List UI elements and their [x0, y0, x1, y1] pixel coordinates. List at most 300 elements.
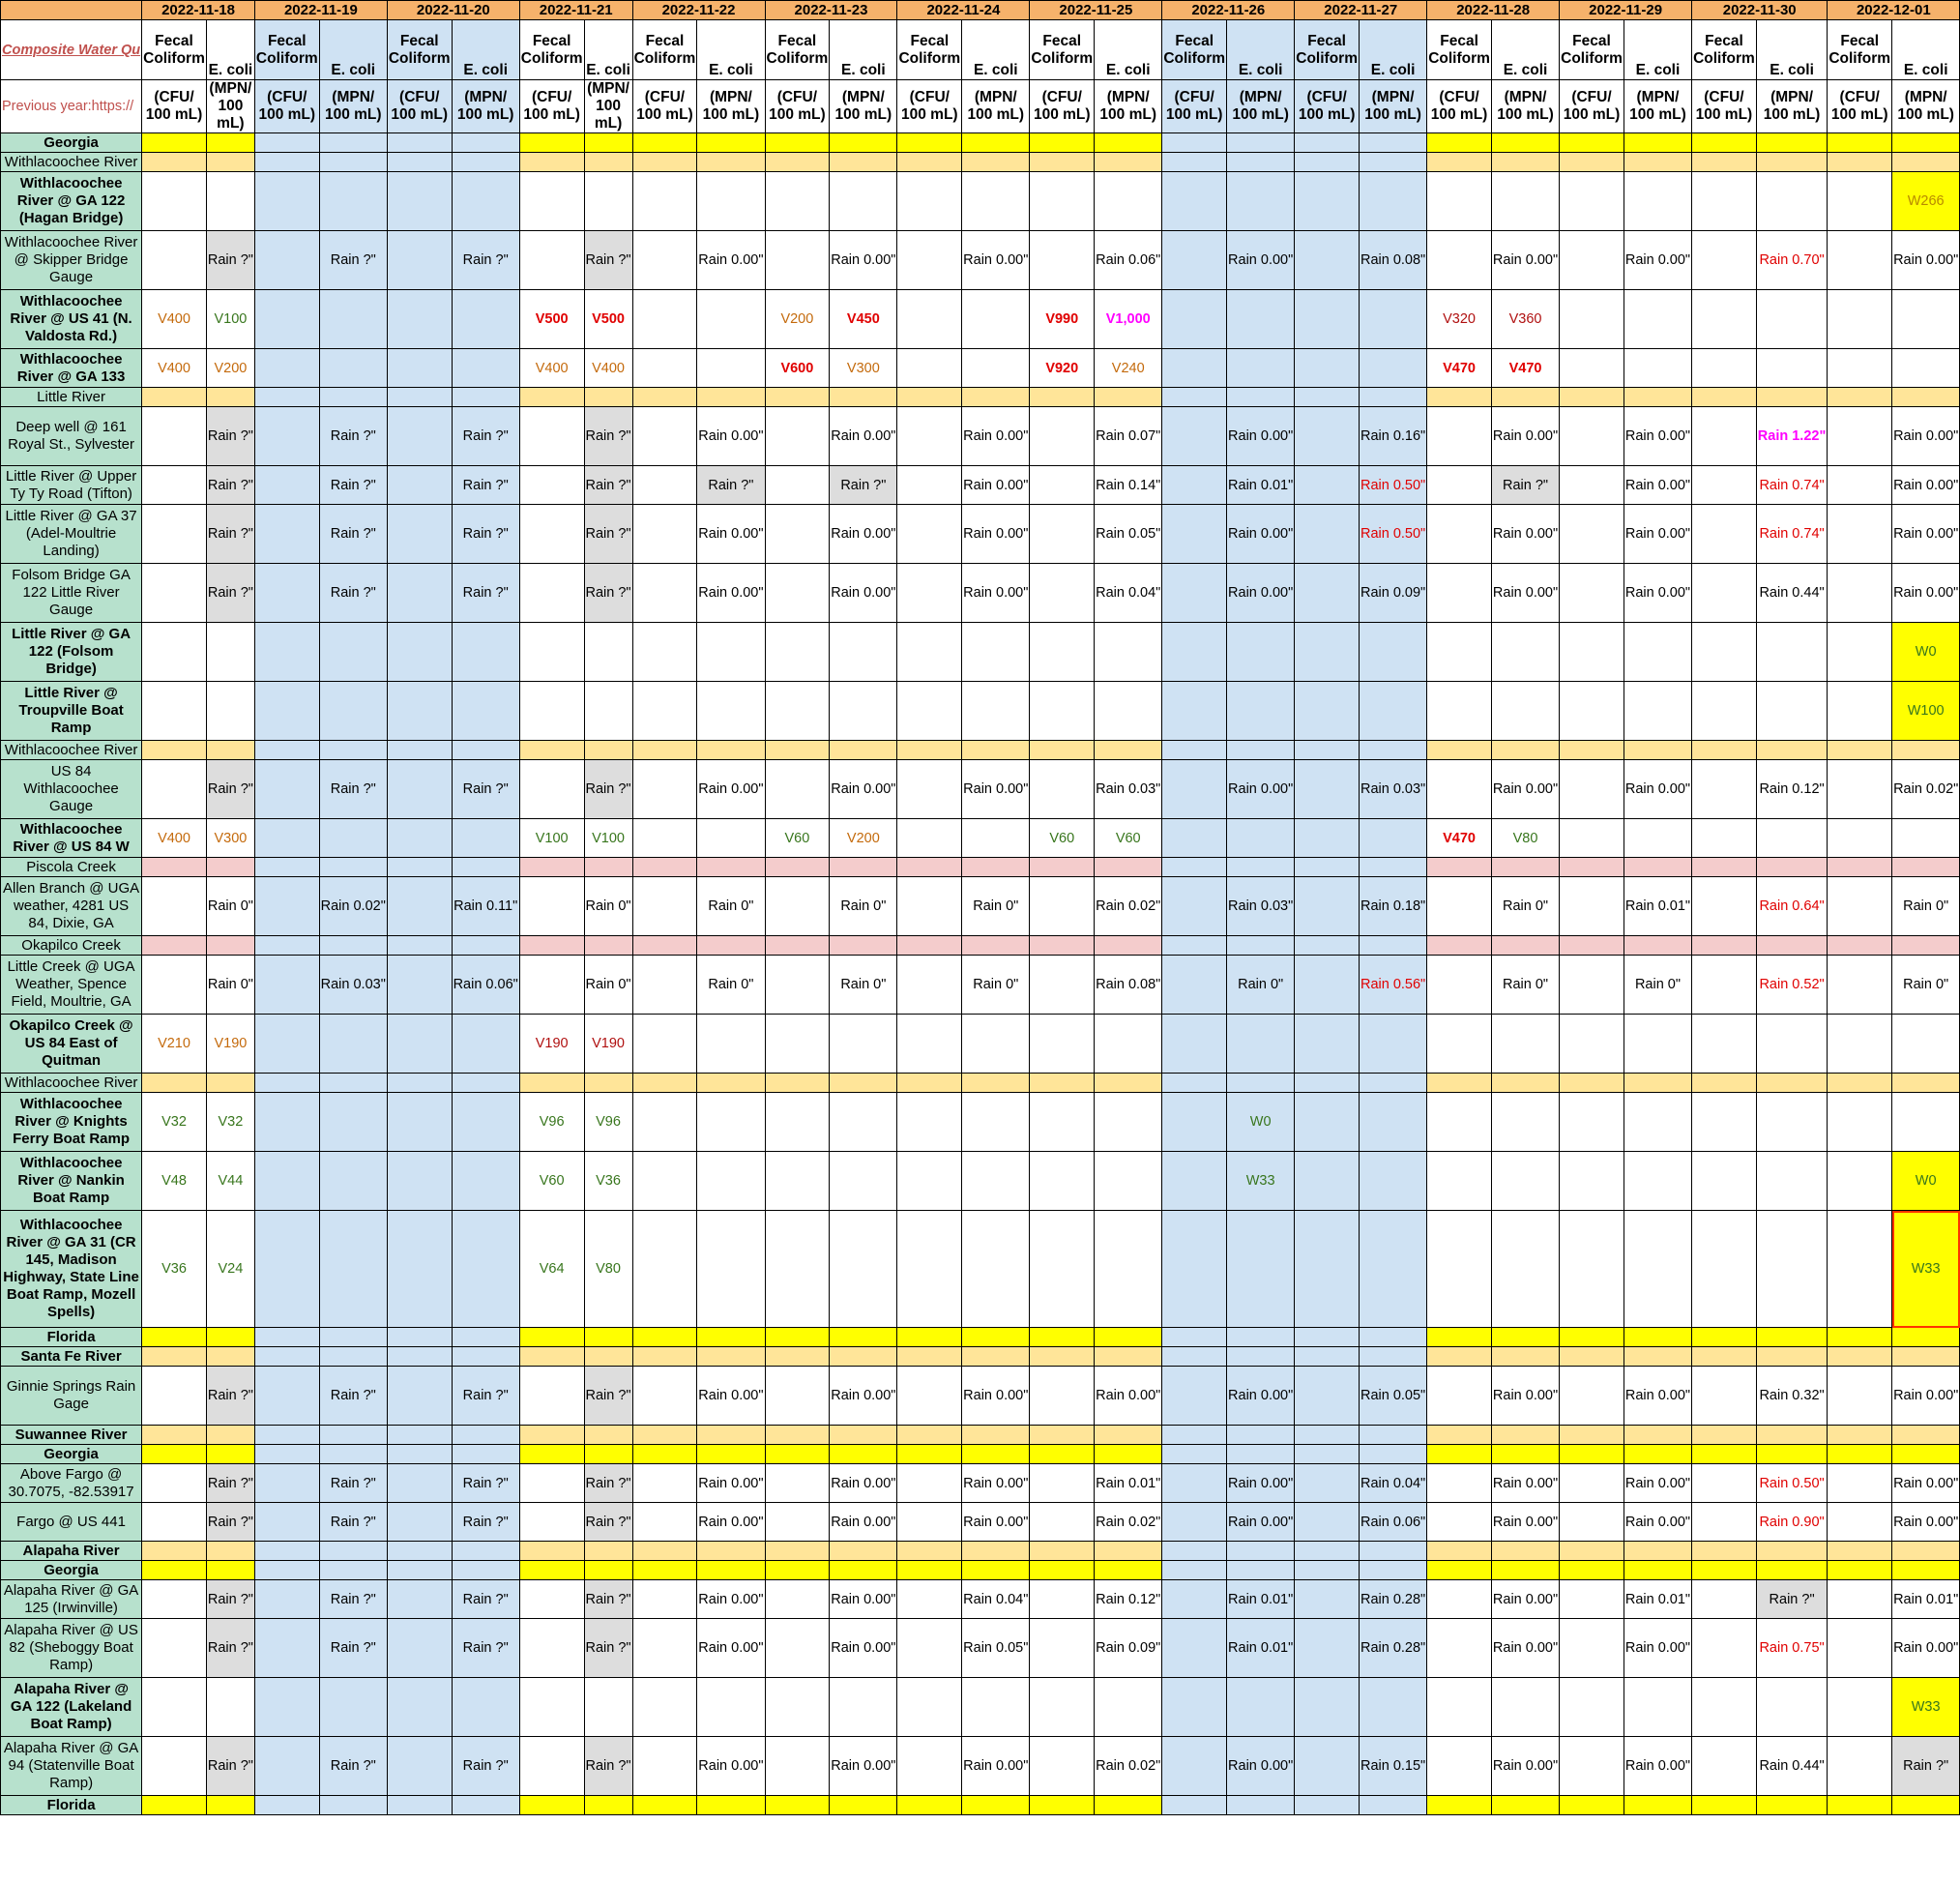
- data-cell[interactable]: [1295, 1015, 1360, 1074]
- data-cell[interactable]: [1756, 231, 1828, 290]
- data-cell[interactable]: [830, 1093, 897, 1152]
- data-cell[interactable]: [206, 1503, 254, 1542]
- band-cell[interactable]: [962, 1074, 1030, 1093]
- band-cell[interactable]: [1560, 153, 1624, 172]
- fecal-coliform-header[interactable]: [1560, 20, 1624, 80]
- band-cell[interactable]: [1756, 858, 1828, 877]
- data-cell[interactable]: [830, 1464, 897, 1503]
- ecoli-header[interactable]: [452, 20, 519, 80]
- band-cell[interactable]: [765, 1074, 830, 1093]
- data-cell[interactable]: [1030, 1580, 1095, 1619]
- fecal-coliform-header[interactable]: [519, 20, 584, 80]
- data-cell[interactable]: [765, 505, 830, 564]
- band-cell[interactable]: [1427, 858, 1492, 877]
- data-cell[interactable]: [765, 290, 830, 349]
- data-cell[interactable]: [1162, 1503, 1227, 1542]
- data-cell[interactable]: [830, 407, 897, 466]
- band-cell[interactable]: [1756, 741, 1828, 760]
- band-cell[interactable]: [697, 858, 765, 877]
- data-cell[interactable]: [830, 564, 897, 623]
- data-cell[interactable]: [632, 505, 697, 564]
- data-cell[interactable]: [387, 1503, 452, 1542]
- band-label[interactable]: [1, 1347, 142, 1367]
- band-cell[interactable]: [1095, 1445, 1162, 1464]
- data-cell[interactable]: [1624, 1464, 1691, 1503]
- data-cell[interactable]: [1491, 1152, 1559, 1211]
- data-cell[interactable]: [1756, 1619, 1828, 1678]
- data-cell[interactable]: [1427, 564, 1492, 623]
- band-cell[interactable]: [1828, 1796, 1892, 1815]
- data-cell[interactable]: [1491, 505, 1559, 564]
- band-cell[interactable]: [1295, 133, 1360, 153]
- data-cell[interactable]: [1560, 1580, 1624, 1619]
- data-cell[interactable]: [254, 407, 319, 466]
- data-cell[interactable]: [1692, 623, 1757, 682]
- band-cell[interactable]: [452, 1074, 519, 1093]
- data-cell[interactable]: [1624, 349, 1691, 388]
- data-cell[interactable]: [1162, 1678, 1227, 1737]
- data-cell[interactable]: [206, 1015, 254, 1074]
- data-cell[interactable]: [1756, 682, 1828, 741]
- site-name-cell[interactable]: [1, 1580, 142, 1619]
- band-cell[interactable]: [1560, 1561, 1624, 1580]
- data-cell[interactable]: [584, 1152, 632, 1211]
- data-cell[interactable]: [1227, 1015, 1295, 1074]
- data-cell[interactable]: [1162, 1580, 1227, 1619]
- data-cell[interactable]: [632, 956, 697, 1015]
- data-cell[interactable]: [697, 407, 765, 466]
- data-cell[interactable]: [1892, 877, 1960, 936]
- data-cell[interactable]: [1491, 1093, 1559, 1152]
- data-cell[interactable]: [897, 1015, 962, 1074]
- data-cell[interactable]: [765, 1464, 830, 1503]
- cfu-unit-header[interactable]: [1692, 80, 1757, 133]
- data-cell[interactable]: [962, 1737, 1030, 1796]
- data-cell[interactable]: [142, 1580, 207, 1619]
- band-cell[interactable]: [319, 1426, 387, 1445]
- data-cell[interactable]: [519, 1211, 584, 1328]
- data-cell[interactable]: [632, 407, 697, 466]
- band-cell[interactable]: [254, 153, 319, 172]
- data-cell[interactable]: [519, 623, 584, 682]
- data-cell[interactable]: [1624, 877, 1691, 936]
- fecal-coliform-header[interactable]: [1030, 20, 1095, 80]
- band-cell[interactable]: [319, 1796, 387, 1815]
- data-cell[interactable]: [1095, 1152, 1162, 1211]
- data-cell[interactable]: [697, 1015, 765, 1074]
- band-label[interactable]: [1, 153, 142, 172]
- data-cell[interactable]: [1692, 1619, 1757, 1678]
- band-cell[interactable]: [452, 1426, 519, 1445]
- band-cell[interactable]: [1756, 133, 1828, 153]
- data-cell[interactable]: [830, 760, 897, 819]
- data-cell[interactable]: [584, 1503, 632, 1542]
- data-cell[interactable]: [1560, 349, 1624, 388]
- data-cell[interactable]: [1692, 1464, 1757, 1503]
- site-name-cell[interactable]: [1, 760, 142, 819]
- data-cell[interactable]: [1560, 1152, 1624, 1211]
- band-cell[interactable]: [1227, 388, 1295, 407]
- data-cell[interactable]: [142, 1152, 207, 1211]
- band-cell[interactable]: [519, 741, 584, 760]
- data-cell[interactable]: [962, 231, 1030, 290]
- data-cell[interactable]: [1095, 1367, 1162, 1426]
- data-cell[interactable]: [1030, 172, 1095, 231]
- data-cell[interactable]: [962, 877, 1030, 936]
- band-cell[interactable]: [1162, 1561, 1227, 1580]
- band-cell[interactable]: [206, 1347, 254, 1367]
- band-cell[interactable]: [1427, 1074, 1492, 1093]
- band-cell[interactable]: [765, 1445, 830, 1464]
- band-cell[interactable]: [1692, 936, 1757, 956]
- band-cell[interactable]: [1359, 153, 1426, 172]
- data-cell[interactable]: [387, 1580, 452, 1619]
- data-cell[interactable]: [1227, 1093, 1295, 1152]
- band-cell[interactable]: [1560, 1074, 1624, 1093]
- band-cell[interactable]: [897, 1445, 962, 1464]
- data-cell[interactable]: [697, 1503, 765, 1542]
- band-cell[interactable]: [1624, 1347, 1691, 1367]
- data-cell[interactable]: [1030, 505, 1095, 564]
- ecoli-header[interactable]: [1095, 20, 1162, 80]
- data-cell[interactable]: [830, 1152, 897, 1211]
- data-cell[interactable]: [1162, 1619, 1227, 1678]
- data-cell[interactable]: [1095, 172, 1162, 231]
- data-cell[interactable]: [1030, 1737, 1095, 1796]
- data-cell[interactable]: [632, 682, 697, 741]
- data-cell[interactable]: [1162, 466, 1227, 505]
- band-cell[interactable]: [387, 1328, 452, 1347]
- cfu-unit-header[interactable]: [765, 80, 830, 133]
- band-cell[interactable]: [319, 1542, 387, 1561]
- band-cell[interactable]: [830, 741, 897, 760]
- band-cell[interactable]: [1756, 1328, 1828, 1347]
- data-cell[interactable]: [1756, 1093, 1828, 1152]
- band-cell[interactable]: [765, 936, 830, 956]
- data-cell[interactable]: [254, 349, 319, 388]
- data-cell[interactable]: [697, 760, 765, 819]
- data-cell[interactable]: [584, 407, 632, 466]
- data-cell[interactable]: [1227, 819, 1295, 858]
- band-cell[interactable]: [1560, 1347, 1624, 1367]
- band-cell[interactable]: [1560, 858, 1624, 877]
- data-cell[interactable]: [632, 1211, 697, 1328]
- data-cell[interactable]: [1624, 1152, 1691, 1211]
- band-cell[interactable]: [1491, 388, 1559, 407]
- data-cell[interactable]: [1295, 956, 1360, 1015]
- data-cell[interactable]: [1828, 172, 1892, 231]
- band-cell[interactable]: [142, 858, 207, 877]
- band-cell[interactable]: [452, 858, 519, 877]
- band-cell[interactable]: [1227, 858, 1295, 877]
- band-cell[interactable]: [254, 388, 319, 407]
- band-cell[interactable]: [387, 388, 452, 407]
- band-cell[interactable]: [1756, 1796, 1828, 1815]
- data-cell[interactable]: [142, 760, 207, 819]
- band-cell[interactable]: [1359, 133, 1426, 153]
- data-cell[interactable]: [632, 564, 697, 623]
- data-cell[interactable]: [1095, 1580, 1162, 1619]
- band-cell[interactable]: [897, 388, 962, 407]
- band-cell[interactable]: [1491, 1347, 1559, 1367]
- data-cell[interactable]: [1491, 760, 1559, 819]
- data-cell[interactable]: [962, 172, 1030, 231]
- band-cell[interactable]: [519, 1561, 584, 1580]
- band-cell[interactable]: [632, 1347, 697, 1367]
- band-cell[interactable]: [206, 1561, 254, 1580]
- data-cell[interactable]: [1692, 172, 1757, 231]
- band-cell[interactable]: [584, 1796, 632, 1815]
- band-cell[interactable]: [319, 741, 387, 760]
- data-cell[interactable]: [1359, 1737, 1426, 1796]
- cfu-unit-header[interactable]: [632, 80, 697, 133]
- data-cell[interactable]: [830, 466, 897, 505]
- data-cell[interactable]: [584, 1464, 632, 1503]
- data-cell[interactable]: [1095, 819, 1162, 858]
- band-cell[interactable]: [1162, 1796, 1227, 1815]
- band-cell[interactable]: [387, 153, 452, 172]
- data-cell[interactable]: [1095, 1464, 1162, 1503]
- data-cell[interactable]: [962, 466, 1030, 505]
- cfu-unit-header[interactable]: [1030, 80, 1095, 133]
- data-cell[interactable]: [1624, 1678, 1691, 1737]
- band-cell[interactable]: [1162, 936, 1227, 956]
- band-cell[interactable]: [830, 153, 897, 172]
- data-cell[interactable]: [632, 1678, 697, 1737]
- date-header[interactable]: [254, 1, 387, 20]
- data-cell[interactable]: [1828, 623, 1892, 682]
- band-cell[interactable]: [1227, 153, 1295, 172]
- data-cell[interactable]: [387, 1619, 452, 1678]
- band-cell[interactable]: [584, 1426, 632, 1445]
- band-cell[interactable]: [765, 858, 830, 877]
- data-cell[interactable]: [1491, 1211, 1559, 1328]
- data-cell[interactable]: [962, 290, 1030, 349]
- data-cell[interactable]: [319, 466, 387, 505]
- band-cell[interactable]: [697, 1426, 765, 1445]
- band-cell[interactable]: [319, 1347, 387, 1367]
- band-cell[interactable]: [319, 858, 387, 877]
- data-cell[interactable]: [1427, 349, 1492, 388]
- data-cell[interactable]: [1828, 819, 1892, 858]
- data-cell[interactable]: [1892, 564, 1960, 623]
- data-cell[interactable]: [519, 1503, 584, 1542]
- data-cell[interactable]: [1095, 877, 1162, 936]
- data-cell[interactable]: [1030, 1093, 1095, 1152]
- data-cell[interactable]: [1359, 1211, 1426, 1328]
- data-cell[interactable]: [1227, 1580, 1295, 1619]
- data-cell[interactable]: [1427, 407, 1492, 466]
- data-cell[interactable]: [830, 819, 897, 858]
- data-cell[interactable]: [142, 1619, 207, 1678]
- data-cell[interactable]: [1624, 1580, 1691, 1619]
- data-cell[interactable]: [1095, 1737, 1162, 1796]
- data-cell[interactable]: [830, 1737, 897, 1796]
- data-cell[interactable]: [1427, 760, 1492, 819]
- data-cell[interactable]: [206, 564, 254, 623]
- band-cell[interactable]: [1227, 1796, 1295, 1815]
- date-header[interactable]: [519, 1, 632, 20]
- corner-blank[interactable]: [1, 1, 142, 20]
- data-cell[interactable]: [387, 682, 452, 741]
- band-cell[interactable]: [387, 1445, 452, 1464]
- data-cell[interactable]: [962, 1367, 1030, 1426]
- band-cell[interactable]: [697, 1445, 765, 1464]
- band-cell[interactable]: [584, 1542, 632, 1561]
- data-cell[interactable]: [452, 760, 519, 819]
- fecal-coliform-header[interactable]: [1828, 20, 1892, 80]
- data-cell[interactable]: [319, 1678, 387, 1737]
- data-cell[interactable]: [632, 172, 697, 231]
- data-cell[interactable]: [1359, 1678, 1426, 1737]
- band-cell[interactable]: [584, 1074, 632, 1093]
- date-header[interactable]: [1828, 1, 1960, 20]
- data-cell[interactable]: [1828, 1093, 1892, 1152]
- band-cell[interactable]: [1491, 1426, 1559, 1445]
- data-cell[interactable]: [319, 1152, 387, 1211]
- data-cell[interactable]: [1162, 290, 1227, 349]
- cfu-unit-header[interactable]: [142, 80, 207, 133]
- band-cell[interactable]: [206, 741, 254, 760]
- data-cell[interactable]: [1491, 1678, 1559, 1737]
- data-cell[interactable]: [1227, 1678, 1295, 1737]
- data-cell[interactable]: [1427, 290, 1492, 349]
- band-cell[interactable]: [1828, 1347, 1892, 1367]
- data-cell[interactable]: [1892, 505, 1960, 564]
- band-cell[interactable]: [1560, 1542, 1624, 1561]
- band-cell[interactable]: [1227, 741, 1295, 760]
- ecoli-header[interactable]: [206, 20, 254, 80]
- data-cell[interactable]: [632, 290, 697, 349]
- data-cell[interactable]: [765, 466, 830, 505]
- mpn-unit-header[interactable]: [1624, 80, 1691, 133]
- band-cell[interactable]: [697, 1542, 765, 1561]
- band-cell[interactable]: [254, 133, 319, 153]
- data-cell[interactable]: [519, 1737, 584, 1796]
- band-cell[interactable]: [452, 1445, 519, 1464]
- data-cell[interactable]: [962, 1580, 1030, 1619]
- data-cell[interactable]: [142, 819, 207, 858]
- data-cell[interactable]: [584, 956, 632, 1015]
- band-cell[interactable]: [897, 1561, 962, 1580]
- date-header[interactable]: [1692, 1, 1828, 20]
- data-cell[interactable]: [1624, 1367, 1691, 1426]
- data-cell[interactable]: [897, 1211, 962, 1328]
- data-cell[interactable]: [1095, 1503, 1162, 1542]
- data-cell[interactable]: [1892, 172, 1960, 231]
- band-cell[interactable]: [519, 1796, 584, 1815]
- data-cell[interactable]: [206, 760, 254, 819]
- data-cell[interactable]: [206, 819, 254, 858]
- data-cell[interactable]: [387, 1015, 452, 1074]
- band-cell[interactable]: [254, 1796, 319, 1815]
- fecal-coliform-header[interactable]: [387, 20, 452, 80]
- data-cell[interactable]: [632, 1015, 697, 1074]
- data-cell[interactable]: [1295, 1367, 1360, 1426]
- data-cell[interactable]: [142, 1737, 207, 1796]
- data-cell[interactable]: [319, 172, 387, 231]
- data-cell[interactable]: [1162, 623, 1227, 682]
- data-cell[interactable]: [830, 290, 897, 349]
- band-cell[interactable]: [387, 1561, 452, 1580]
- data-cell[interactable]: [1892, 1619, 1960, 1678]
- band-cell[interactable]: [1030, 133, 1095, 153]
- band-cell[interactable]: [1692, 1796, 1757, 1815]
- data-cell[interactable]: [319, 877, 387, 936]
- data-cell[interactable]: [519, 1152, 584, 1211]
- band-cell[interactable]: [1756, 1542, 1828, 1561]
- data-cell[interactable]: [206, 349, 254, 388]
- data-cell[interactable]: [584, 623, 632, 682]
- data-cell[interactable]: [1030, 682, 1095, 741]
- data-cell[interactable]: [519, 956, 584, 1015]
- data-cell[interactable]: [1624, 1737, 1691, 1796]
- data-cell[interactable]: [1030, 1503, 1095, 1542]
- band-cell[interactable]: [632, 1074, 697, 1093]
- data-cell[interactable]: [697, 172, 765, 231]
- data-cell[interactable]: [897, 877, 962, 936]
- band-cell[interactable]: [1560, 1328, 1624, 1347]
- band-cell[interactable]: [1030, 1542, 1095, 1561]
- band-cell[interactable]: [519, 1542, 584, 1561]
- band-cell[interactable]: [1828, 1074, 1892, 1093]
- data-cell[interactable]: [387, 1737, 452, 1796]
- band-label[interactable]: [1, 1426, 142, 1445]
- data-cell[interactable]: [1427, 1580, 1492, 1619]
- data-cell[interactable]: [1295, 1503, 1360, 1542]
- band-cell[interactable]: [1030, 1445, 1095, 1464]
- data-cell[interactable]: [387, 877, 452, 936]
- data-cell[interactable]: [1227, 877, 1295, 936]
- data-cell[interactable]: [387, 760, 452, 819]
- data-cell[interactable]: [1227, 1152, 1295, 1211]
- band-cell[interactable]: [697, 153, 765, 172]
- band-cell[interactable]: [1892, 1542, 1960, 1561]
- data-cell[interactable]: [519, 231, 584, 290]
- band-cell[interactable]: [1892, 388, 1960, 407]
- data-cell[interactable]: [697, 1737, 765, 1796]
- data-cell[interactable]: [1828, 877, 1892, 936]
- band-cell[interactable]: [142, 133, 207, 153]
- data-cell[interactable]: [519, 819, 584, 858]
- band-cell[interactable]: [254, 858, 319, 877]
- band-cell[interactable]: [1427, 1445, 1492, 1464]
- data-cell[interactable]: [962, 1503, 1030, 1542]
- data-cell[interactable]: [519, 760, 584, 819]
- band-cell[interactable]: [1828, 936, 1892, 956]
- band-cell[interactable]: [1295, 858, 1360, 877]
- site-name-cell[interactable]: [1, 564, 142, 623]
- data-cell[interactable]: [1095, 682, 1162, 741]
- data-cell[interactable]: [1295, 1737, 1360, 1796]
- band-cell[interactable]: [1892, 936, 1960, 956]
- band-cell[interactable]: [519, 1328, 584, 1347]
- band-cell[interactable]: [142, 388, 207, 407]
- band-cell[interactable]: [1030, 153, 1095, 172]
- data-cell[interactable]: [206, 1093, 254, 1152]
- data-cell[interactable]: [1162, 505, 1227, 564]
- data-cell[interactable]: [1756, 1503, 1828, 1542]
- data-cell[interactable]: [1359, 623, 1426, 682]
- data-cell[interactable]: [142, 349, 207, 388]
- fecal-coliform-header[interactable]: [765, 20, 830, 80]
- data-cell[interactable]: [632, 1093, 697, 1152]
- data-cell[interactable]: [452, 172, 519, 231]
- data-cell[interactable]: [519, 349, 584, 388]
- data-cell[interactable]: [387, 623, 452, 682]
- band-cell[interactable]: [1491, 1796, 1559, 1815]
- data-cell[interactable]: [1295, 564, 1360, 623]
